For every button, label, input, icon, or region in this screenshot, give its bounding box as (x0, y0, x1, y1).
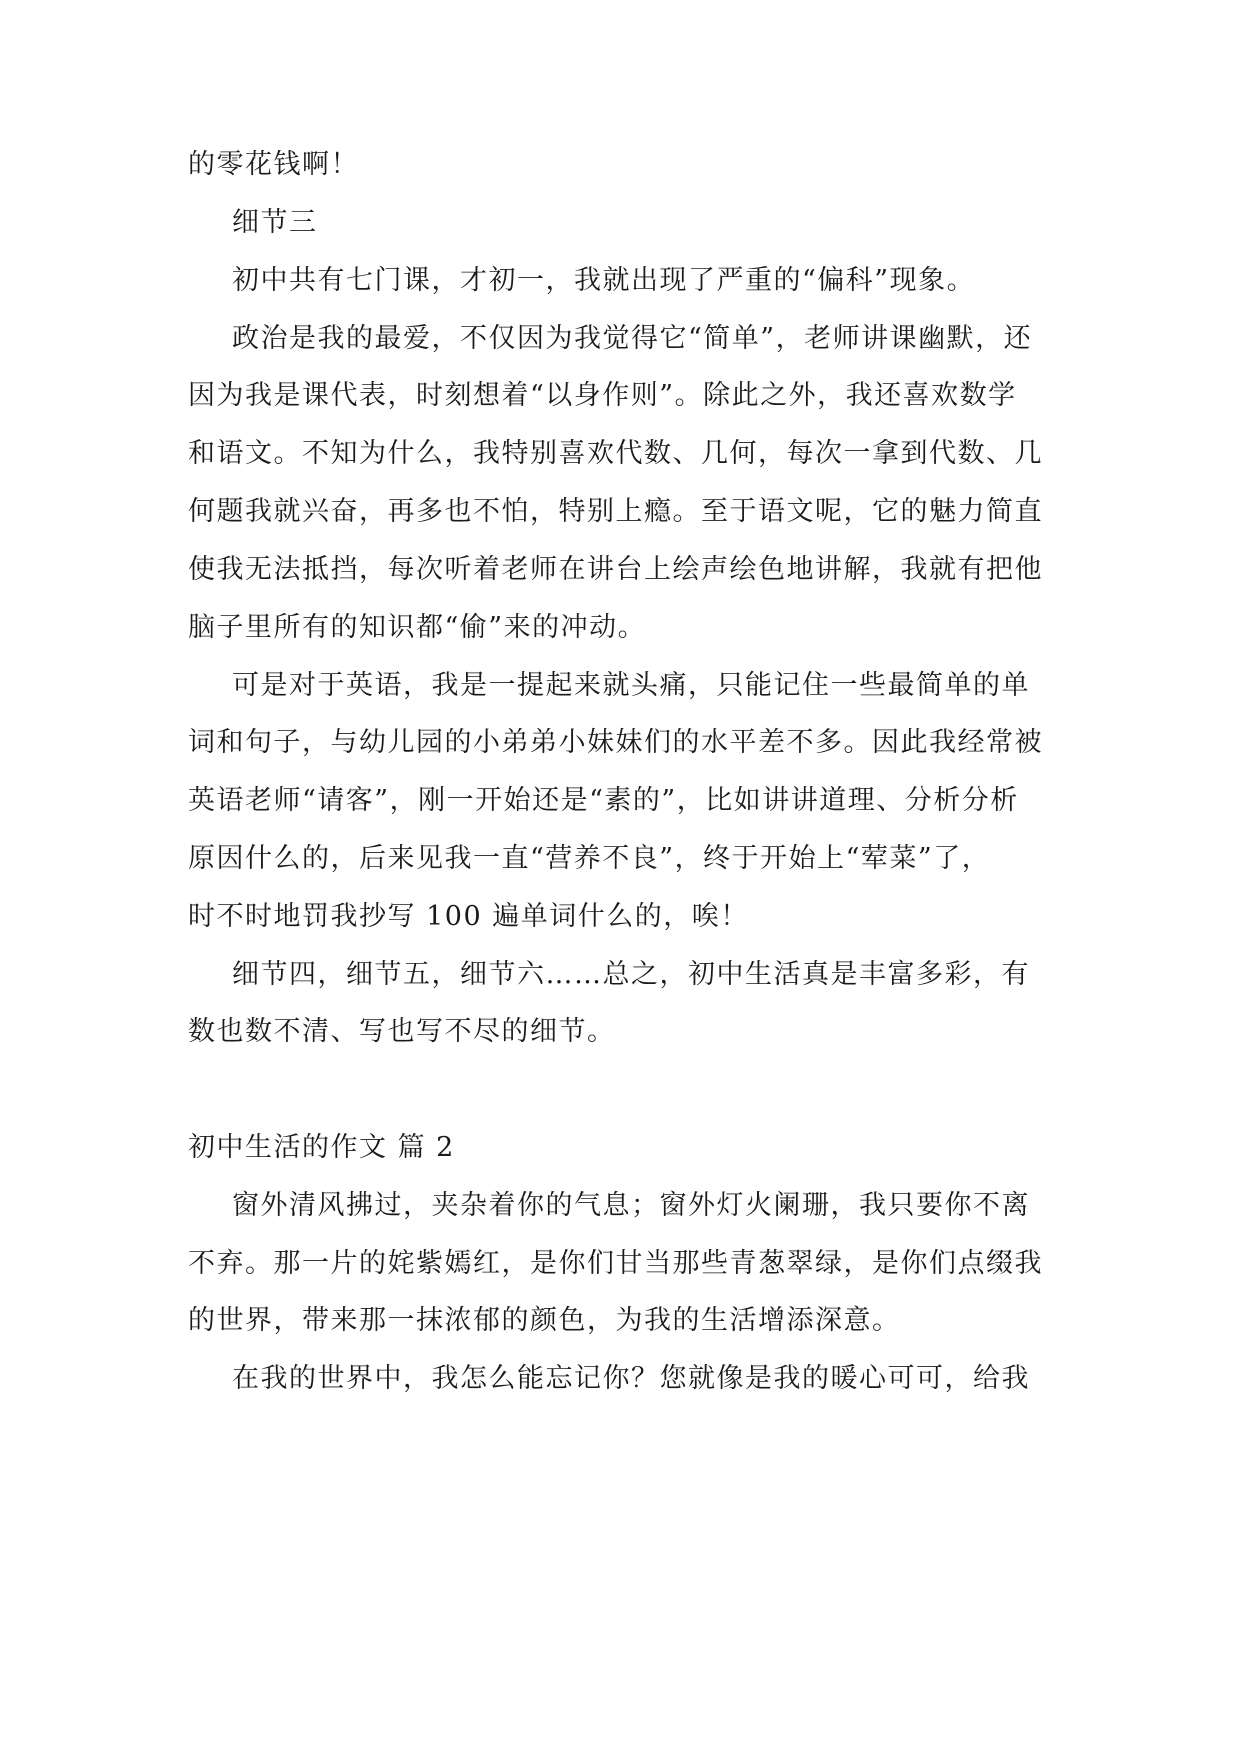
paragraph-line: 政治是我的最爱，不仅因为我觉得它“简单”，老师讲课幽默，还 (232, 323, 1033, 354)
paragraph-line: 何题我就兴奋，再多也不怕，特别上瘾。至于语文呢，它的魅力简直 (188, 496, 1043, 527)
paragraph-line: 数也数不清、写也写不尽的细节。 (188, 1016, 616, 1047)
section-heading: 细节三 (232, 207, 318, 238)
paragraph-line: 词和句子，与幼儿园的小弟弟小妹妹们的水平差不多。因此我经常被 (188, 727, 1043, 758)
paragraph-line: 时不时地罚我抄写 100 遍单词什么的，唉！ (188, 901, 749, 932)
paragraph-line: 的零花钱啊！ (188, 149, 359, 180)
paragraph-line: 脑子里所有的知识都“偷”来的冲动。 (188, 612, 647, 643)
paragraph-line: 的世界，带来那一抹浓郁的颜色，为我的生活增添深意。 (188, 1305, 901, 1336)
paragraph-line: 细节四，细节五，细节六……总之，初中生活真是丰富多彩，有 (232, 959, 1030, 990)
paragraph-line: 不弃。那一片的姹紫嫣红，是你们甘当那些青葱翠绿，是你们点缀我 (188, 1248, 1043, 1279)
paragraph-line: 英语老师“请客”，刚一开始还是“素的”，比如讲讲道理、分析分析 (188, 785, 1019, 816)
paragraph-line: 因为我是课代表，时刻想着“以身作则”。除此之外，我还喜欢数学 (188, 380, 1017, 411)
paragraph-line: 可是对于英语，我是一提起来就头痛，只能记住一些最简单的单 (232, 670, 1030, 701)
paragraph-line: 初中共有七门课，才初一，我就出现了严重的“偏科”现象。 (232, 265, 976, 296)
paragraph-line: 和语文。不知为什么，我特别喜欢代数、几何，每次一拿到代数、几 (188, 438, 1043, 469)
paragraph-line: 原因什么的，后来见我一直“营养不良”，终于开始上“荤菜”了， (188, 843, 991, 874)
paragraph-line: 在我的世界中，我怎么能忘记你？您就像是我的暖心可可，给我 (232, 1363, 1030, 1394)
paragraph-line: 使我无法抵挡，每次听着老师在讲台上绘声绘色地讲解，我就有把他 (188, 554, 1043, 585)
article-title: 初中生活的作文 篇 2 (188, 1132, 455, 1163)
paragraph-line: 窗外清风拂过，夹杂着你的气息；窗外灯火阑珊，我只要你不离 (232, 1190, 1030, 1221)
